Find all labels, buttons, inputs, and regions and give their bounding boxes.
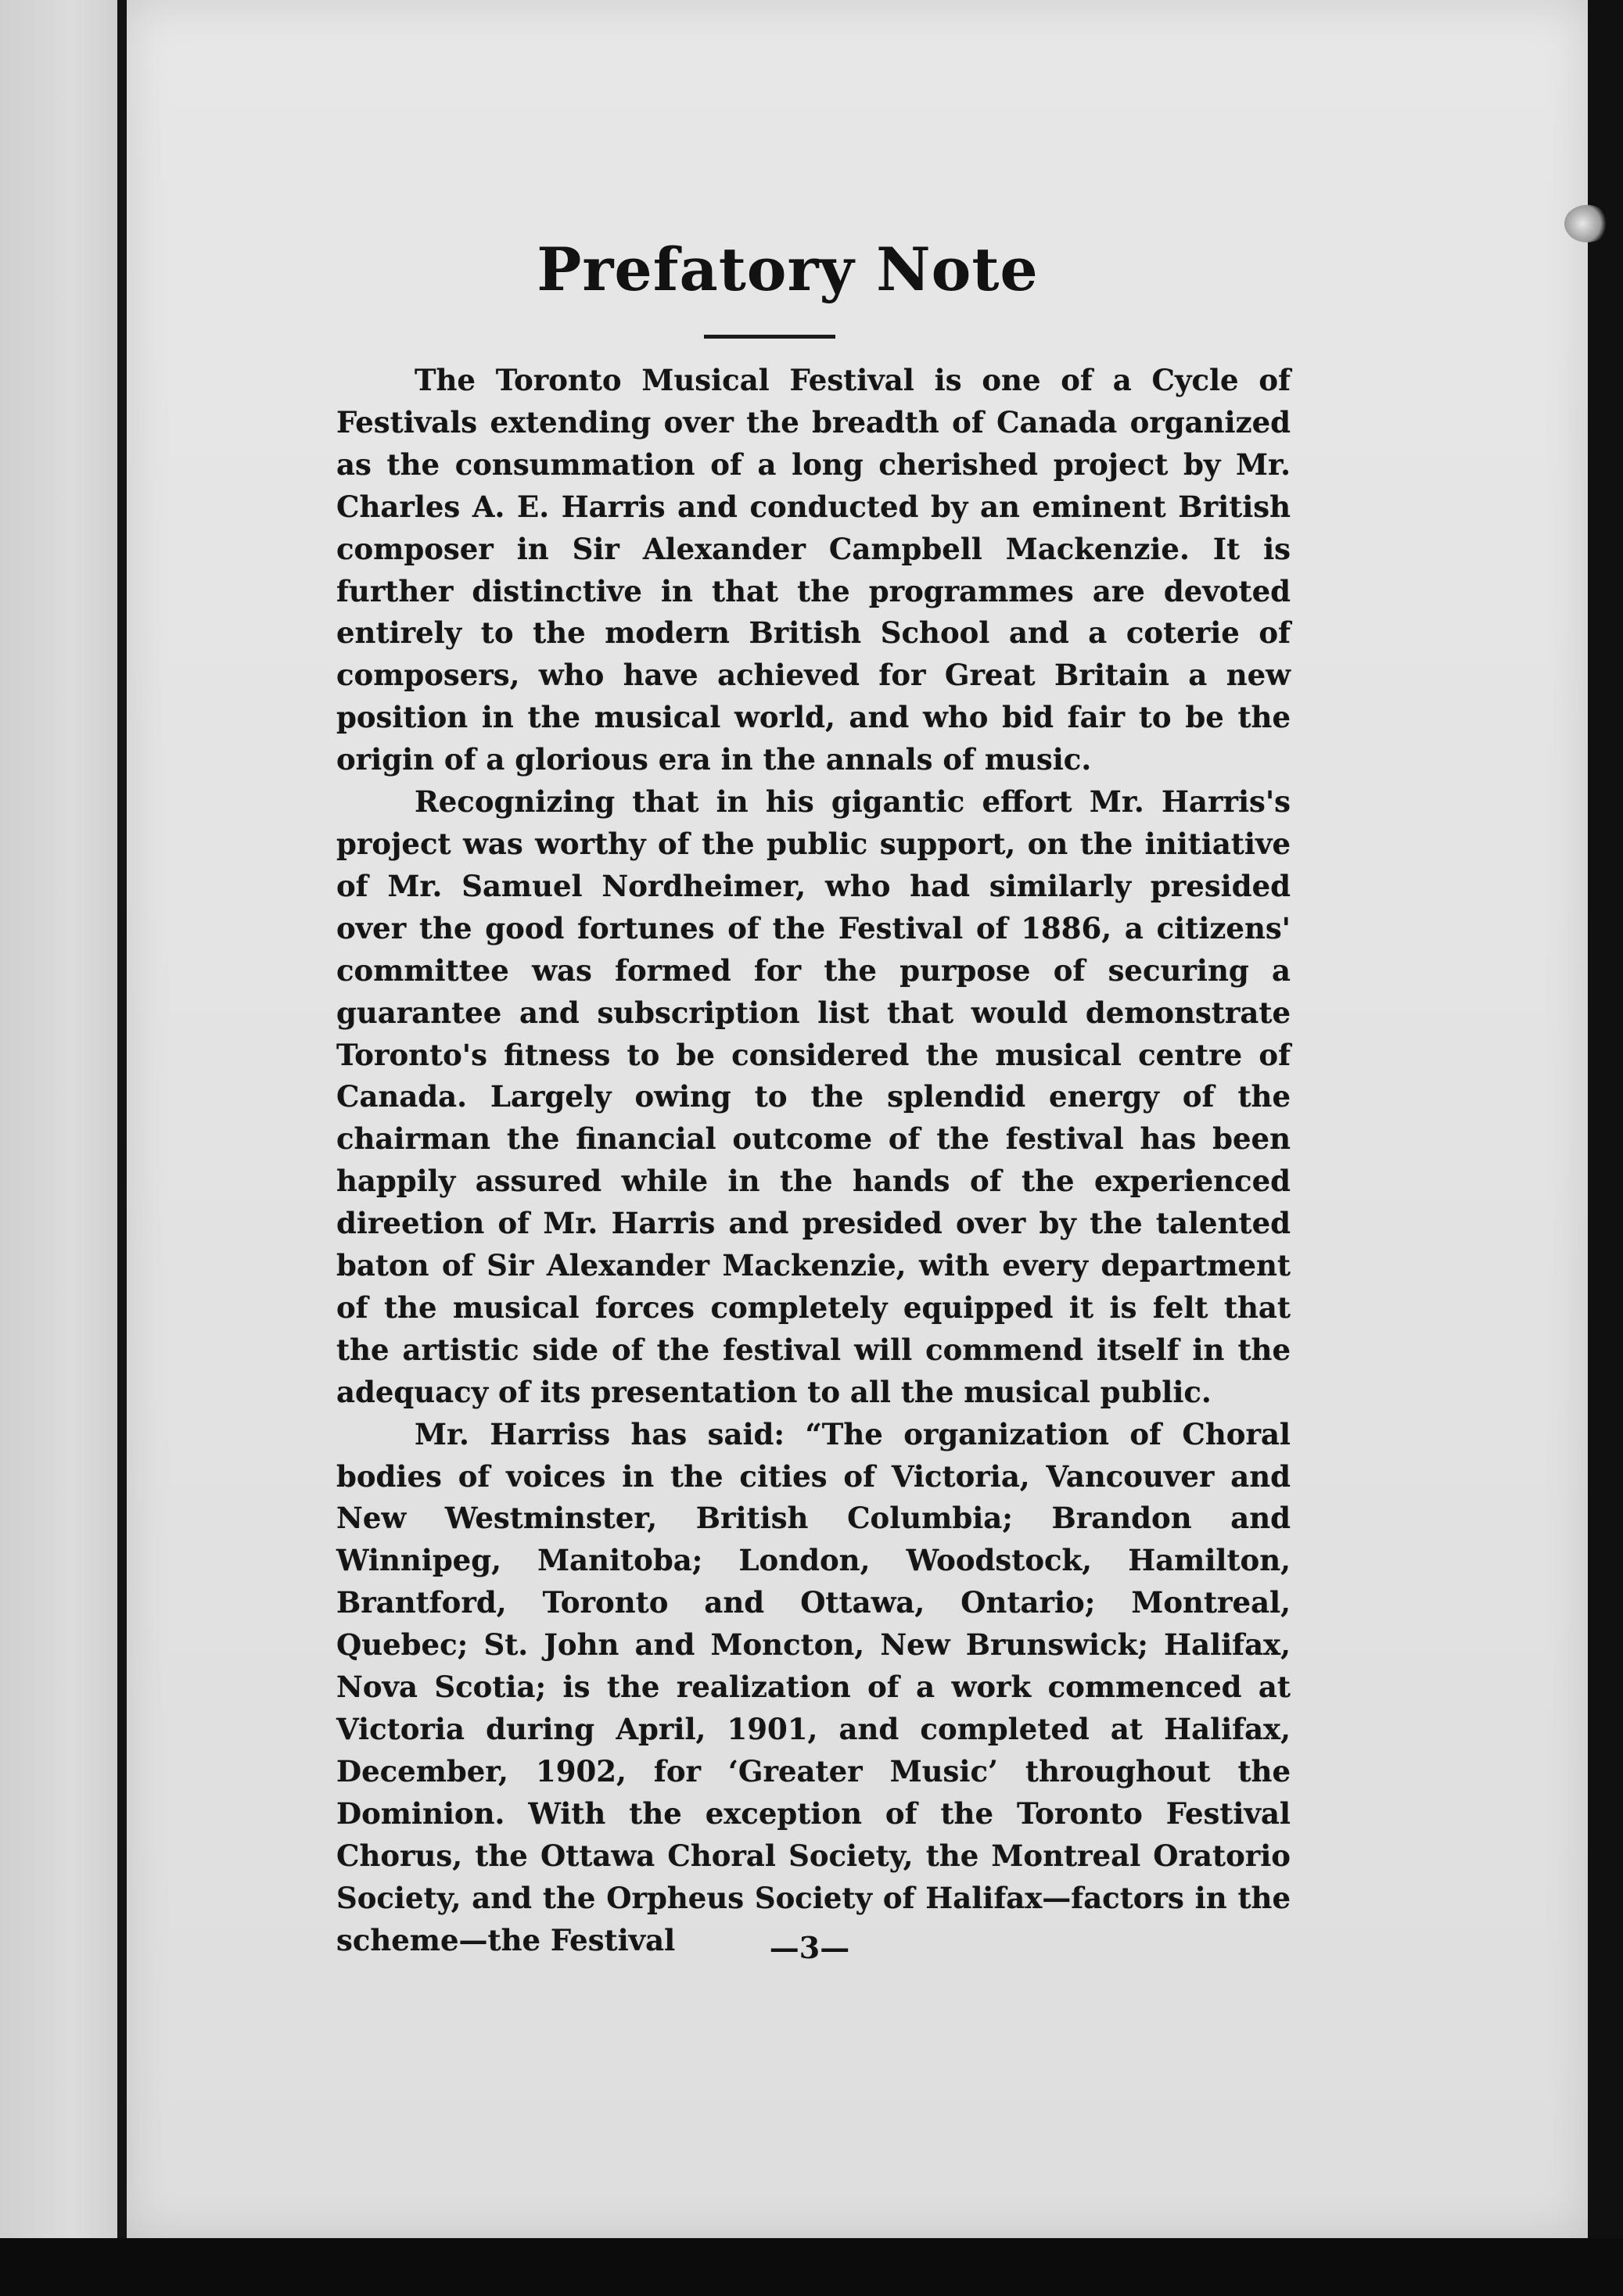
page-title: Prefatory Note [537, 235, 1039, 304]
title-rule [704, 335, 835, 339]
bottom-scan-border [0, 2238, 1623, 2296]
paragraph-3: Mr. Harriss has said: “The organization of Choral bodies of voices in the cities of Victoria, Vancouver and New Westminster, British Columbia; Brandon and Winnipeg, Manitoba; London, Woodstock, Hamilton, Brantford, Toronto and Ottawa, Ontario; Montreal, Quebec; St. John and Moncton, New Brunswick; Halifax, Nova Scotia; is the realization of a work commenced at Victoria during April, 1901, and completed at Halifax, December, 1902, for ‘Greater Music’ throughout the Dominion. With the exception of the Toronto Festival Chorus, the Ottawa Choral Society, the Montreal Oratorio Society, and the Orpheus Society of Halifax—factors in the scheme—the Festival [336, 1416, 1291, 1957]
body-text [336, 360, 1291, 1961]
right-scan-border [1588, 0, 1623, 2296]
page-number: —3— [769, 1930, 850, 1965]
paper-clip-mark [1564, 205, 1610, 242]
paragraph-2: Recognizing that in his gigantic effort Mr. Harris's project was worthy of the public support, on the initiative of Mr. Samuel Nordheimer, who had similarly presided over the good fortunes of the Festival of 1886, a citizens' committee was formed for the purpose of securing a guarantee and subscription list that would demonstrate Toronto's fitness to be considered the musical centre of Canada. Largely owing to the splendid energy of the chairman the financial outcome of the festival has been happily assured while in the hands of the experienced direetion of Mr. Harris and presided over by the talented baton of Sir Alexander Mackenzie, with every department of the musical forces completely equipped it is felt that the artistic side of the festival will commend itself in the adequacy of its presentation to all the musical public. [336, 784, 1291, 1409]
paragraph-1: The Toronto Musical Festival is one of a Cycle of Festivals extending over the breadth of Canada organized as the consummation of a long cherished project by Mr. Charles A. E. Harris and conducted by an eminent British composer in Sir Alexander Campbell Mackenzie. It is further distinctive in that the programmes are devoted entirely to the modern British School and a coterie of composers, who have achieved for Great Britain a new position in the musical world, and who bid fair to be the origin of a glorious era in the annals of music. [336, 363, 1291, 777]
binding-shadow [117, 0, 127, 2252]
previous-page-margin [0, 0, 121, 2252]
